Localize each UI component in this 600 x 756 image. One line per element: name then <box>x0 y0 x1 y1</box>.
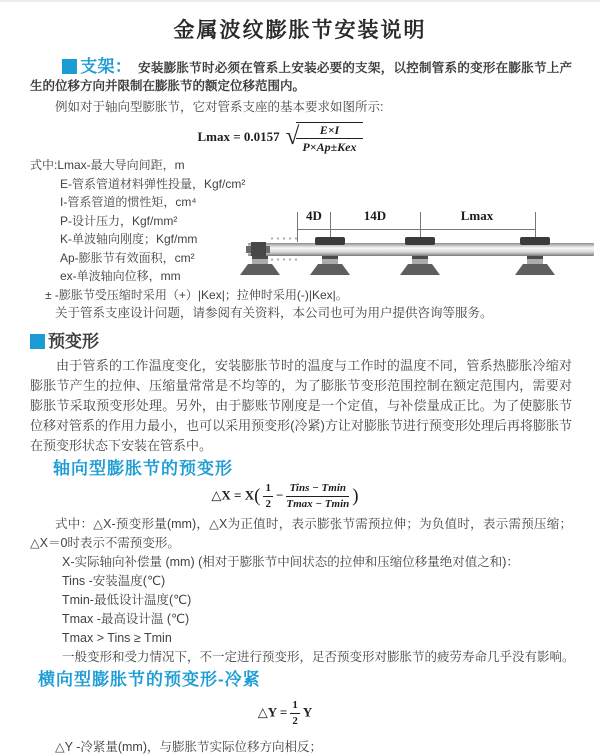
close-paren: ) <box>352 485 359 506</box>
axial-formula-lhs: △X = X <box>211 486 255 502</box>
section-heading-support: 支架： <box>80 57 133 76</box>
support-example-text: 例如对于轴向型膨胀节，它对管系支座的基本要求如图所示: <box>55 100 384 114</box>
support-intro-text: 安装膨胀节时必须在管系上安装必要的支架，以控制管系的变形在膨胀节上产生的位移方向并限制在膨胀节的额定位移范围内。 <box>30 61 573 93</box>
section-heading-predeform <box>30 331 600 353</box>
page-title: 金属波纹膨胀节安装说明 <box>173 19 427 42</box>
lateral-formula-rhs: Y <box>302 703 313 719</box>
lmax-formula <box>0 122 560 154</box>
support-paragraph <box>30 58 572 95</box>
temperature-fraction: $\frac{\text{Tins − Tmin}}{Tmax - Tmin}$ <box>286 481 350 510</box>
formula-var-line: Ap-膨胀节有效面积，cm² <box>60 250 195 265</box>
formula-var-line: 式中:Lmax-最大导向间距，m <box>30 158 185 172</box>
one-half-fraction: $\frac{1}{2}$ <box>292 698 298 727</box>
lmax-fraction-numerator: E×I <box>296 123 362 139</box>
lateral-formula-lhs: △Y = <box>257 703 288 719</box>
pipe-guide-clamp <box>520 237 550 245</box>
open-paren: ( <box>254 485 261 506</box>
section-marker-icon <box>30 334 45 349</box>
lmax-formula-fraction <box>296 122 362 154</box>
formula-var-line: E-管系管道材料弹性投量，Kgf/cm² <box>60 176 246 191</box>
pipe-support-pedestal <box>398 256 442 278</box>
dimension-label-4d: 4D <box>306 208 322 223</box>
predeform-heading-text: 预变形 <box>48 331 99 351</box>
axial-var-line: X-实际轴向补偿量 (mm) (相对于膨胀节中间状态的拉伸和压缩位移量绝对值之和)： <box>62 554 519 569</box>
lateral-predeform-heading: 横向型膨胀节的预变形-冷紧 <box>38 669 261 689</box>
axial-note: 一般变形和受力情况下，不一定进行预变形，足否预变形对膨胀节的疲劳寿命几乎没有影响。 <box>62 649 575 664</box>
one-half-fraction: $\frac{1}{2}$ <box>265 481 271 510</box>
lmax-formula-lhs: Lmax = 0.0157 <box>197 128 280 144</box>
axial-var-line: Tmax > Tins ≥ Tmin <box>62 630 172 645</box>
support-spacing-diagram <box>246 206 596 301</box>
pipe-support-pedestal <box>308 256 352 278</box>
formula-var-line: K-单波轴向刚度；Kgf/mm <box>60 232 198 246</box>
lmax-fraction-denominator: P×Ap±Kex <box>302 140 357 154</box>
dimension-line <box>297 229 535 230</box>
anchor-block <box>251 242 266 256</box>
dimension-label-14d: 14D <box>363 208 387 223</box>
formula-var-line: P-设计压力，Kgf/mm² <box>60 213 178 228</box>
pipe-guide-clamp <box>315 237 345 245</box>
pipe-support-pedestal <box>238 256 282 278</box>
bellows-icon <box>271 235 297 242</box>
service-note: 关于管系支座设计问题，请参阅有关资料，本公司也可为用户提供咨询等服务。 <box>55 306 493 320</box>
document-page <box>0 16 600 753</box>
axial-predeform-heading: 轴向型膨胀节的预变形 <box>53 458 233 478</box>
section-marker-icon <box>62 59 77 74</box>
lateral-predeform-formula <box>0 699 570 728</box>
minus-operator: − <box>275 486 284 502</box>
pipe-guide-clamp <box>405 237 435 245</box>
axial-var-line: Tins -安装温度(℃) <box>62 573 166 588</box>
axial-var-line: Tmax -最高设计温 (℃) <box>62 611 190 626</box>
pipe-support-pedestal <box>513 256 557 278</box>
axial-where-paragraph: 式中：△X-预变形量(mm)，△X为正值时，表示膨张节需预拉伸；为负值时，表示需预压缩；△X＝0时表示不需预变形。 <box>30 516 572 550</box>
formula-var-line: I-管系管道的惯性矩，cm⁴ <box>60 195 197 209</box>
plus-minus-note: ± -膨胀节受压缩时采用（+）|Kex|；拉伸时采用(-)|Kex|。 <box>45 287 348 302</box>
radical-sign: √ <box>285 123 300 150</box>
formula-var-line: ex-单波轴向位移，mm <box>60 269 181 283</box>
dimension-label-lmax: Lmax <box>460 208 494 223</box>
axial-predeform-formula <box>0 482 570 511</box>
axial-var-line: Tmin-最低设计温度(℃) <box>62 592 192 607</box>
predeform-paragraph: 由于管系的工作温度变化，安装膨胀节时的温度与工作时的温度不同，管系热膨胀冷缩对膨胀节产生的拉伸、压缩量常常是不均等的，为了膨胀节变形范围控制在额定范围内，需要对膨胀节采取预变形处理。另外，由于膨账节刚度是一个定值，与补偿量成正比。为了使膨胀节位移对管系的作用力最小，也可以采用预变形(冷紧)方让对膨胀节进行预变形处理后再将膨胀节在预变形状态下安装在管系中。 <box>30 357 572 453</box>
lateral-note: △Y -冷紧量(mm)，与膨胀节实际位移方向相反； <box>55 739 323 754</box>
